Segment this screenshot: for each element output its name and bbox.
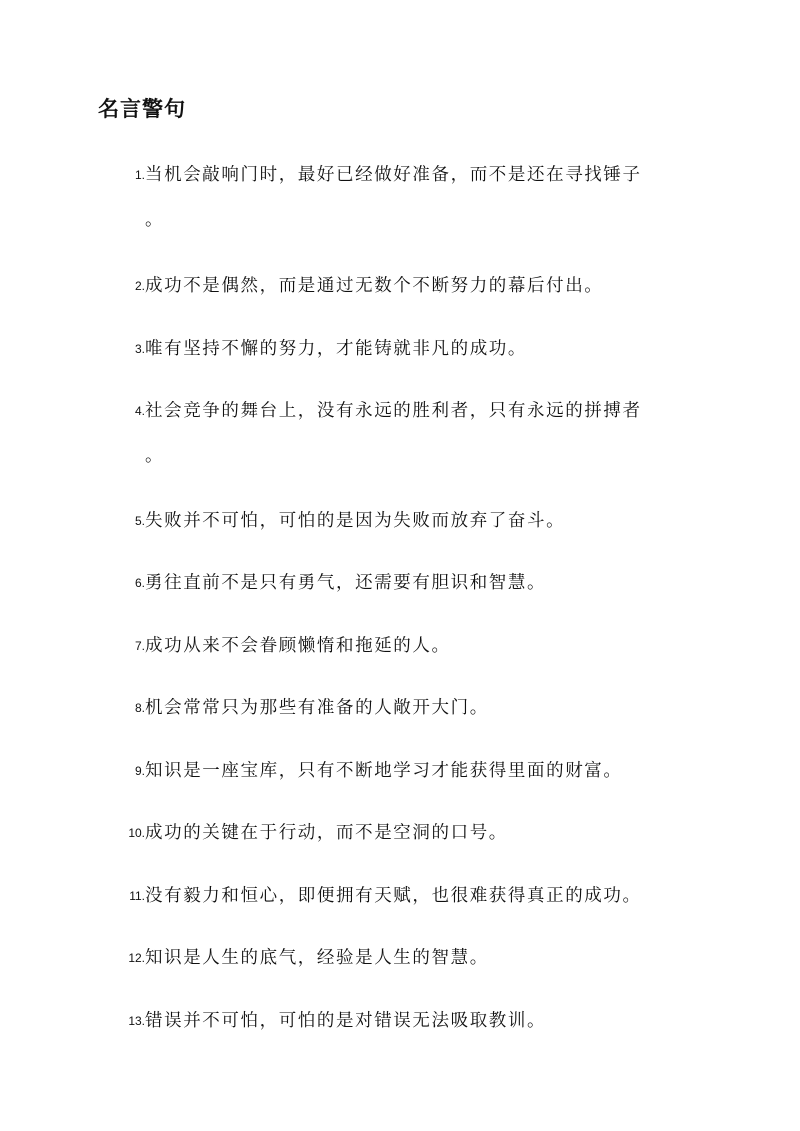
quote-number: 3. [134, 342, 145, 356]
quote-text: 成功不是偶然，而是通过无数个不断努力的幕后付出。 [145, 276, 604, 296]
quote-text: 当机会敲响门时，最好已经做好准备，而不是还在寻找锤子 [145, 165, 642, 185]
quote-number: 6. [134, 576, 145, 590]
quote-text: 没有毅力和恒心，即便拥有天赋，也很难获得真正的成功。 [145, 886, 642, 906]
quote-number: 5. [134, 514, 145, 528]
quote-number: 12. [128, 951, 145, 965]
quote-number: 10. [128, 826, 145, 840]
quote-text: 唯有坚持不懈的努力，才能铸就非凡的成功。 [145, 339, 527, 359]
quote-text: 失败并不可怕，可怕的是因为失败而放弃了奋斗。 [145, 511, 566, 531]
quote-number: 8. [134, 701, 145, 715]
page-title: 名言警句 [98, 96, 186, 121]
quote-text: 成功从来不会眷顾懒惰和拖延的人。 [145, 636, 451, 656]
quote-text: 知识是一座宝库，只有不断地学习才能获得里面的财富。 [145, 761, 623, 781]
quote-number: 1. [134, 168, 145, 182]
quote-continuation: 。 [145, 210, 163, 230]
quote-text: 勇往直前不是只有勇气，还需要有胆识和智慧。 [145, 573, 547, 593]
quote-text: 错误并不可怕，可怕的是对错误无法吸取教训。 [145, 1011, 547, 1031]
quote-number: 11. [129, 889, 145, 903]
quote-text: 机会常常只为那些有准备的人敞开大门。 [145, 698, 489, 718]
quote-text: 成功的关键在于行动，而不是空洞的口号。 [145, 823, 508, 843]
quote-number: 7. [134, 639, 145, 653]
quote-text: 社会竞争的舞台上，没有永远的胜利者，只有永远的拼搏者 [145, 401, 642, 421]
quote-continuation: 。 [145, 446, 163, 466]
quote-number: 9. [134, 764, 145, 778]
quote-number: 4. [134, 404, 145, 418]
quote-text: 知识是人生的底气，经验是人生的智慧。 [145, 948, 489, 968]
quote-number: 13. [128, 1014, 145, 1028]
quote-number: 2. [134, 279, 145, 293]
